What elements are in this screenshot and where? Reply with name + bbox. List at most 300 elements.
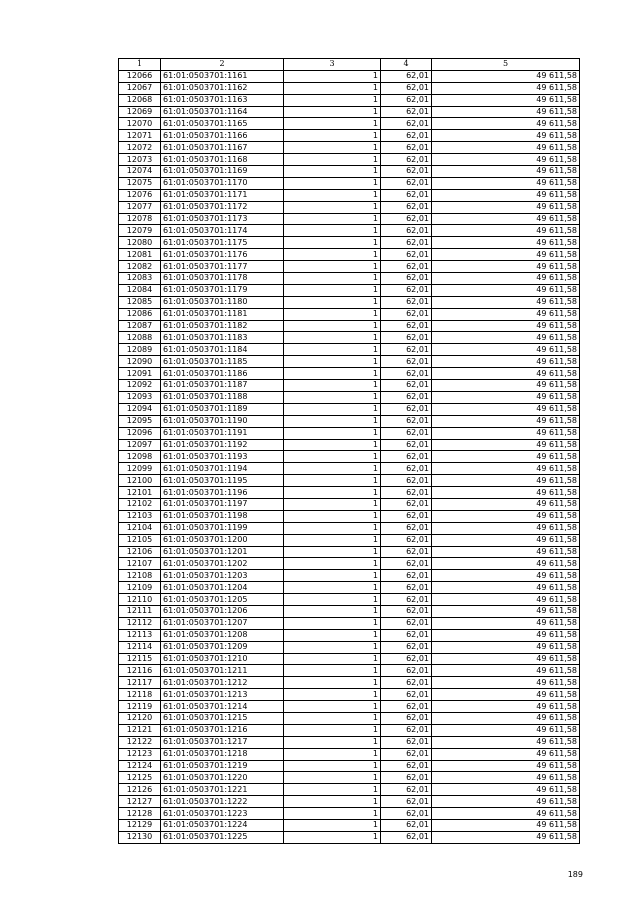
area-cell: 62,01 [381, 748, 432, 760]
cadastral-number-cell: 61:01:0503701:1225 [161, 831, 284, 843]
value-cell: 49 611,58 [432, 213, 580, 225]
value-cell: 49 611,58 [432, 296, 580, 308]
value-cell: 49 611,58 [432, 784, 580, 796]
table-row [119, 106, 580, 118]
cadastral-number-cell: 61:01:0503701:1212 [161, 677, 284, 689]
value-cell: 49 611,58 [432, 475, 580, 487]
table-row [119, 380, 580, 392]
cadastral-number-cell: 61:01:0503701:1186 [161, 368, 284, 380]
area-cell: 62,01 [381, 142, 432, 154]
value-cell: 49 611,58 [432, 712, 580, 724]
row-number-cell: 12092 [119, 380, 161, 392]
value-cell: 49 611,58 [432, 522, 580, 534]
cadastral-number-cell: 61:01:0503701:1222 [161, 796, 284, 808]
area-cell: 62,01 [381, 796, 432, 808]
table-row [119, 546, 580, 558]
row-number-cell: 12072 [119, 142, 161, 154]
row-number-cell: 12073 [119, 154, 161, 166]
cadastral-number-cell: 61:01:0503701:1163 [161, 94, 284, 106]
cadastral-number-cell: 61:01:0503701:1218 [161, 748, 284, 760]
count-cell: 1 [284, 261, 381, 273]
area-cell: 62,01 [381, 177, 432, 189]
area-cell: 62,01 [381, 665, 432, 677]
cadastral-number-cell: 61:01:0503701:1219 [161, 760, 284, 772]
area-cell: 62,01 [381, 201, 432, 213]
table-row [119, 641, 580, 653]
count-cell: 1 [284, 605, 381, 617]
area-cell: 62,01 [381, 344, 432, 356]
area-cell: 62,01 [381, 534, 432, 546]
value-cell: 49 611,58 [432, 546, 580, 558]
cadastral-number-cell: 61:01:0503701:1220 [161, 772, 284, 784]
row-number-cell: 12082 [119, 261, 161, 273]
count-cell: 1 [284, 689, 381, 701]
value-cell: 49 611,58 [432, 772, 580, 784]
value-cell: 49 611,58 [432, 82, 580, 94]
row-number-cell: 12124 [119, 760, 161, 772]
area-cell: 62,01 [381, 772, 432, 784]
row-number-cell: 12125 [119, 772, 161, 784]
header-row [119, 59, 580, 71]
area-cell: 62,01 [381, 261, 432, 273]
count-cell: 1 [284, 70, 381, 82]
value-cell: 49 611,58 [432, 177, 580, 189]
area-cell: 62,01 [381, 130, 432, 142]
value-cell: 49 611,58 [432, 701, 580, 713]
count-cell: 1 [284, 118, 381, 130]
row-number-cell: 12085 [119, 296, 161, 308]
count-cell: 1 [284, 368, 381, 380]
cadastral-number-cell: 61:01:0503701:1193 [161, 451, 284, 463]
cadastral-number-cell: 61:01:0503701:1174 [161, 225, 284, 237]
table-row [119, 582, 580, 594]
area-cell: 62,01 [381, 94, 432, 106]
count-cell: 1 [284, 570, 381, 582]
area-cell: 62,01 [381, 712, 432, 724]
row-number-cell: 12076 [119, 189, 161, 201]
value-cell: 49 611,58 [432, 796, 580, 808]
cadastral-number-cell: 61:01:0503701:1209 [161, 641, 284, 653]
value-cell: 49 611,58 [432, 558, 580, 570]
value-cell: 49 611,58 [432, 284, 580, 296]
value-cell: 49 611,58 [432, 308, 580, 320]
count-cell: 1 [284, 736, 381, 748]
row-number-cell: 12099 [119, 463, 161, 475]
value-cell: 49 611,58 [432, 368, 580, 380]
table-row [119, 724, 580, 736]
table-row [119, 510, 580, 522]
value-cell: 49 611,58 [432, 689, 580, 701]
cadastral-number-cell: 61:01:0503701:1165 [161, 118, 284, 130]
value-cell: 49 611,58 [432, 356, 580, 368]
count-cell: 1 [284, 665, 381, 677]
row-number-cell: 12121 [119, 724, 161, 736]
area-cell: 62,01 [381, 641, 432, 653]
cadastral-number-cell: 61:01:0503701:1187 [161, 380, 284, 392]
cadastral-number-cell: 61:01:0503701:1224 [161, 820, 284, 832]
count-cell: 1 [284, 142, 381, 154]
cadastral-number-cell: 61:01:0503701:1171 [161, 189, 284, 201]
value-cell: 49 611,58 [432, 831, 580, 843]
cadastral-number-cell: 61:01:0503701:1189 [161, 403, 284, 415]
cadastral-number-cell: 61:01:0503701:1169 [161, 166, 284, 178]
table-body [119, 70, 580, 843]
table-row [119, 712, 580, 724]
cadastral-number-cell: 61:01:0503701:1164 [161, 106, 284, 118]
column-header-4: 4 [381, 59, 432, 71]
row-number-cell: 12130 [119, 831, 161, 843]
count-cell: 1 [284, 356, 381, 368]
area-cell: 62,01 [381, 154, 432, 166]
table-row [119, 522, 580, 534]
table-row [119, 558, 580, 570]
area-cell: 62,01 [381, 439, 432, 451]
cadastral-number-cell: 61:01:0503701:1205 [161, 594, 284, 606]
area-cell: 62,01 [381, 189, 432, 201]
value-cell: 49 611,58 [432, 249, 580, 261]
cadastral-number-cell: 61:01:0503701:1200 [161, 534, 284, 546]
area-cell: 62,01 [381, 249, 432, 261]
count-cell: 1 [284, 154, 381, 166]
cadastral-number-cell: 61:01:0503701:1172 [161, 201, 284, 213]
table-row [119, 284, 580, 296]
value-cell: 49 611,58 [432, 225, 580, 237]
table-row [119, 689, 580, 701]
area-cell: 62,01 [381, 653, 432, 665]
value-cell: 49 611,58 [432, 201, 580, 213]
cadastral-number-cell: 61:01:0503701:1188 [161, 391, 284, 403]
value-cell: 49 611,58 [432, 617, 580, 629]
column-header-2: 2 [161, 59, 284, 71]
table-row [119, 677, 580, 689]
area-cell: 62,01 [381, 594, 432, 606]
row-number-cell: 12093 [119, 391, 161, 403]
cadastral-number-cell: 61:01:0503701:1185 [161, 356, 284, 368]
row-number-cell: 12071 [119, 130, 161, 142]
value-cell: 49 611,58 [432, 403, 580, 415]
row-number-cell: 12122 [119, 736, 161, 748]
count-cell: 1 [284, 784, 381, 796]
value-cell: 49 611,58 [432, 594, 580, 606]
count-cell: 1 [284, 558, 381, 570]
value-cell: 49 611,58 [432, 142, 580, 154]
count-cell: 1 [284, 475, 381, 487]
area-cell: 62,01 [381, 320, 432, 332]
page-number: 189 [567, 870, 583, 879]
row-number-cell: 12113 [119, 629, 161, 641]
area-cell: 62,01 [381, 463, 432, 475]
area-cell: 62,01 [381, 784, 432, 796]
count-cell: 1 [284, 106, 381, 118]
table-header [119, 59, 580, 71]
table-row [119, 772, 580, 784]
table-row [119, 225, 580, 237]
value-cell: 49 611,58 [432, 439, 580, 451]
count-cell: 1 [284, 320, 381, 332]
row-number-cell: 12089 [119, 344, 161, 356]
area-cell: 62,01 [381, 629, 432, 641]
value-cell: 49 611,58 [432, 380, 580, 392]
area-cell: 62,01 [381, 487, 432, 499]
row-number-cell: 12127 [119, 796, 161, 808]
row-number-cell: 12083 [119, 273, 161, 285]
area-cell: 62,01 [381, 368, 432, 380]
count-cell: 1 [284, 189, 381, 201]
cadastral-number-cell: 61:01:0503701:1213 [161, 689, 284, 701]
row-number-cell: 12091 [119, 368, 161, 380]
row-number-cell: 12102 [119, 498, 161, 510]
cadastral-number-cell: 61:01:0503701:1196 [161, 487, 284, 499]
row-number-cell: 12117 [119, 677, 161, 689]
count-cell: 1 [284, 344, 381, 356]
count-cell: 1 [284, 546, 381, 558]
count-cell: 1 [284, 617, 381, 629]
value-cell: 49 611,58 [432, 605, 580, 617]
table-row [119, 748, 580, 760]
cadastral-number-cell: 61:01:0503701:1175 [161, 237, 284, 249]
row-number-cell: 12086 [119, 308, 161, 320]
value-cell: 49 611,58 [432, 808, 580, 820]
cadastral-number-cell: 61:01:0503701:1183 [161, 332, 284, 344]
row-number-cell: 12115 [119, 653, 161, 665]
area-cell: 62,01 [381, 605, 432, 617]
area-cell: 62,01 [381, 391, 432, 403]
count-cell: 1 [284, 534, 381, 546]
area-cell: 62,01 [381, 475, 432, 487]
count-cell: 1 [284, 712, 381, 724]
count-cell: 1 [284, 391, 381, 403]
area-cell: 62,01 [381, 273, 432, 285]
area-cell: 62,01 [381, 332, 432, 344]
row-number-cell: 12116 [119, 665, 161, 677]
count-cell: 1 [284, 177, 381, 189]
cadastral-number-cell: 61:01:0503701:1190 [161, 415, 284, 427]
value-cell: 49 611,58 [432, 510, 580, 522]
cadastral-number-cell: 61:01:0503701:1210 [161, 653, 284, 665]
area-cell: 62,01 [381, 760, 432, 772]
table-row [119, 463, 580, 475]
cadastral-number-cell: 61:01:0503701:1206 [161, 605, 284, 617]
value-cell: 49 611,58 [432, 748, 580, 760]
table-row [119, 498, 580, 510]
area-cell: 62,01 [381, 106, 432, 118]
count-cell: 1 [284, 296, 381, 308]
row-number-cell: 12096 [119, 427, 161, 439]
value-cell: 49 611,58 [432, 724, 580, 736]
cadastral-number-cell: 61:01:0503701:1207 [161, 617, 284, 629]
count-cell: 1 [284, 594, 381, 606]
area-cell: 62,01 [381, 166, 432, 178]
value-cell: 49 611,58 [432, 463, 580, 475]
cadastral-number-cell: 61:01:0503701:1223 [161, 808, 284, 820]
area-cell: 62,01 [381, 689, 432, 701]
count-cell: 1 [284, 510, 381, 522]
area-cell: 62,01 [381, 498, 432, 510]
table-row [119, 249, 580, 261]
count-cell: 1 [284, 130, 381, 142]
table-row [119, 166, 580, 178]
count-cell: 1 [284, 582, 381, 594]
table-row [119, 439, 580, 451]
row-number-cell: 12067 [119, 82, 161, 94]
cadastral-number-cell: 61:01:0503701:1192 [161, 439, 284, 451]
count-cell: 1 [284, 451, 381, 463]
value-cell: 49 611,58 [432, 118, 580, 130]
area-cell: 62,01 [381, 677, 432, 689]
table-row [119, 701, 580, 713]
table-row [119, 534, 580, 546]
row-number-cell: 12104 [119, 522, 161, 534]
row-number-cell: 12095 [119, 415, 161, 427]
row-number-cell: 12077 [119, 201, 161, 213]
row-number-cell: 12097 [119, 439, 161, 451]
row-number-cell: 12109 [119, 582, 161, 594]
area-cell: 62,01 [381, 70, 432, 82]
cadastral-number-cell: 61:01:0503701:1181 [161, 308, 284, 320]
table-row [119, 617, 580, 629]
count-cell: 1 [284, 332, 381, 344]
count-cell: 1 [284, 701, 381, 713]
row-number-cell: 12101 [119, 487, 161, 499]
cadastral-number-cell: 61:01:0503701:1178 [161, 273, 284, 285]
row-number-cell: 12068 [119, 94, 161, 106]
row-number-cell: 12110 [119, 594, 161, 606]
table-row [119, 237, 580, 249]
cadastral-number-cell: 61:01:0503701:1201 [161, 546, 284, 558]
count-cell: 1 [284, 94, 381, 106]
count-cell: 1 [284, 166, 381, 178]
row-number-cell: 12066 [119, 70, 161, 82]
table-row [119, 760, 580, 772]
cadastral-number-cell: 61:01:0503701:1180 [161, 296, 284, 308]
value-cell: 49 611,58 [432, 106, 580, 118]
value-cell: 49 611,58 [432, 641, 580, 653]
value-cell: 49 611,58 [432, 332, 580, 344]
table-row [119, 320, 580, 332]
table-row [119, 605, 580, 617]
cadastral-number-cell: 61:01:0503701:1166 [161, 130, 284, 142]
value-cell: 49 611,58 [432, 653, 580, 665]
table-row [119, 796, 580, 808]
cadastral-number-cell: 61:01:0503701:1203 [161, 570, 284, 582]
area-cell: 62,01 [381, 82, 432, 94]
value-cell: 49 611,58 [432, 415, 580, 427]
table-row [119, 570, 580, 582]
area-cell: 62,01 [381, 820, 432, 832]
cadastral-number-cell: 61:01:0503701:1221 [161, 784, 284, 796]
table-row [119, 475, 580, 487]
table-row [119, 653, 580, 665]
count-cell: 1 [284, 201, 381, 213]
value-cell: 49 611,58 [432, 70, 580, 82]
value-cell: 49 611,58 [432, 130, 580, 142]
count-cell: 1 [284, 808, 381, 820]
table-row [119, 82, 580, 94]
row-number-cell: 12118 [119, 689, 161, 701]
table-row [119, 201, 580, 213]
row-number-cell: 12079 [119, 225, 161, 237]
cadastral-number-cell: 61:01:0503701:1168 [161, 154, 284, 166]
cadastral-number-cell: 61:01:0503701:1214 [161, 701, 284, 713]
table-row [119, 487, 580, 499]
count-cell: 1 [284, 724, 381, 736]
count-cell: 1 [284, 427, 381, 439]
row-number-cell: 12105 [119, 534, 161, 546]
value-cell: 49 611,58 [432, 391, 580, 403]
table-row [119, 344, 580, 356]
table-row [119, 118, 580, 130]
table-row [119, 70, 580, 82]
cadastral-number-cell: 61:01:0503701:1179 [161, 284, 284, 296]
row-number-cell: 12120 [119, 712, 161, 724]
count-cell: 1 [284, 677, 381, 689]
value-cell: 49 611,58 [432, 320, 580, 332]
value-cell: 49 611,58 [432, 427, 580, 439]
cadastral-number-cell: 61:01:0503701:1208 [161, 629, 284, 641]
row-number-cell: 12090 [119, 356, 161, 368]
count-cell: 1 [284, 522, 381, 534]
cadastral-number-cell: 61:01:0503701:1177 [161, 261, 284, 273]
cadastral-number-cell: 61:01:0503701:1215 [161, 712, 284, 724]
table-row [119, 820, 580, 832]
area-cell: 62,01 [381, 308, 432, 320]
row-number-cell: 12128 [119, 808, 161, 820]
count-cell: 1 [284, 82, 381, 94]
row-number-cell: 12108 [119, 570, 161, 582]
area-cell: 62,01 [381, 451, 432, 463]
area-cell: 62,01 [381, 701, 432, 713]
table-row [119, 273, 580, 285]
table-row [119, 415, 580, 427]
cadastral-number-cell: 61:01:0503701:1184 [161, 344, 284, 356]
value-cell: 49 611,58 [432, 261, 580, 273]
area-cell: 62,01 [381, 570, 432, 582]
cadastral-number-cell: 61:01:0503701:1182 [161, 320, 284, 332]
value-cell: 49 611,58 [432, 344, 580, 356]
row-number-cell: 12094 [119, 403, 161, 415]
value-cell: 49 611,58 [432, 677, 580, 689]
count-cell: 1 [284, 629, 381, 641]
row-number-cell: 12111 [119, 605, 161, 617]
table-row [119, 831, 580, 843]
count-cell: 1 [284, 273, 381, 285]
count-cell: 1 [284, 772, 381, 784]
value-cell: 49 611,58 [432, 760, 580, 772]
area-cell: 62,01 [381, 403, 432, 415]
row-number-cell: 12070 [119, 118, 161, 130]
table-row [119, 427, 580, 439]
area-cell: 62,01 [381, 522, 432, 534]
area-cell: 62,01 [381, 831, 432, 843]
table-row [119, 94, 580, 106]
table-row [119, 736, 580, 748]
count-cell: 1 [284, 820, 381, 832]
row-number-cell: 12080 [119, 237, 161, 249]
row-number-cell: 12100 [119, 475, 161, 487]
table-row [119, 391, 580, 403]
cadastral-number-cell: 61:01:0503701:1167 [161, 142, 284, 154]
value-cell: 49 611,58 [432, 94, 580, 106]
row-number-cell: 12119 [119, 701, 161, 713]
table-row [119, 308, 580, 320]
cadastral-number-cell: 61:01:0503701:1161 [161, 70, 284, 82]
table-row [119, 403, 580, 415]
row-number-cell: 12074 [119, 166, 161, 178]
table-row [119, 629, 580, 641]
table-row [119, 784, 580, 796]
table-row [119, 451, 580, 463]
count-cell: 1 [284, 796, 381, 808]
